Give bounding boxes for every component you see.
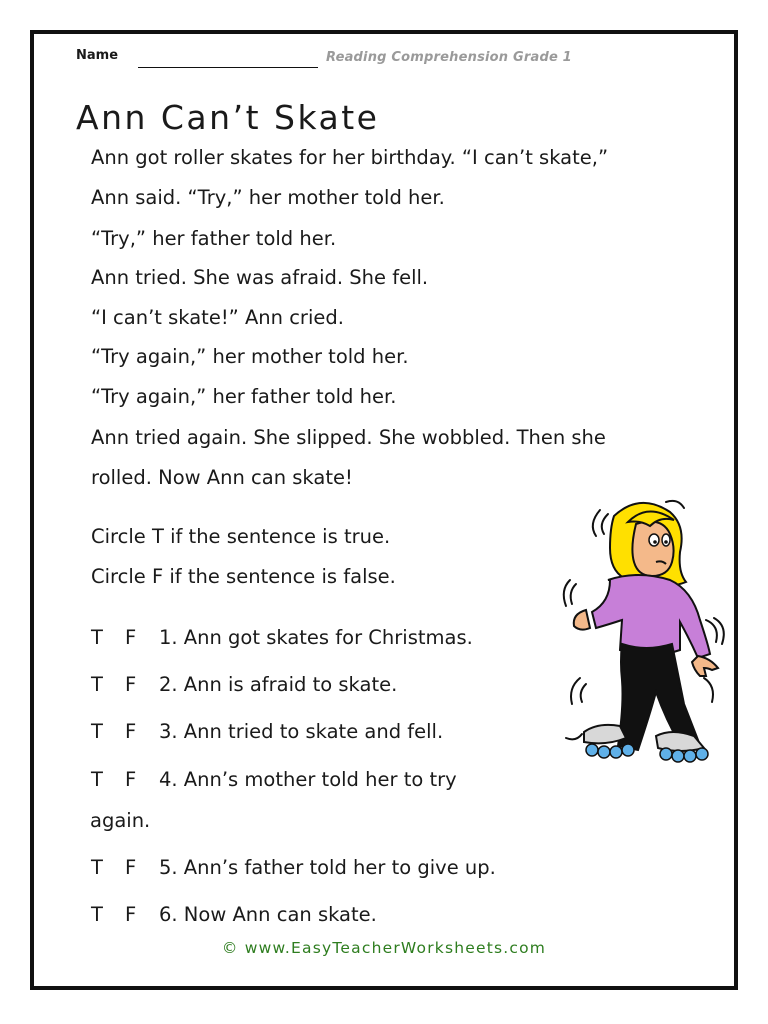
question-row [91,720,443,743]
true-option[interactable]: T [91,768,103,791]
false-option[interactable]: F [125,768,137,791]
false-option[interactable]: F [125,903,137,926]
story-line: Ann tried again. She slipped. She wobbled. Then she [91,426,606,449]
true-option[interactable]: T [91,626,103,649]
false-option[interactable]: F [125,720,137,743]
question-text-continuation: again. [90,809,151,832]
false-option[interactable]: F [125,673,137,696]
false-option[interactable]: F [125,626,137,649]
instruction-line: Circle F if the sentence is false. [91,565,396,588]
question-row [91,673,397,696]
story-line: Ann got roller skates for her birthday. “I can’t skate,” [91,146,609,169]
instruction-line: Circle T if the sentence is true. [91,525,391,548]
true-option[interactable]: T [91,903,103,926]
footer-copyright: © www.EasyTeacherWorksheets.com [221,939,547,957]
question-text: 5. Ann’s father told her to give up. [159,856,496,879]
true-option[interactable]: T [91,856,103,879]
name-label: Name [76,48,119,63]
question-text: 2. Ann is afraid to skate. [159,673,398,696]
question-text: 1. Ann got skates for Christmas. [159,626,473,649]
story-line: Ann tried. She was afraid. She fell. [91,266,429,289]
story-line: “Try again,” her mother told her. [91,345,409,368]
girl-roller-skating-icon [556,488,732,778]
true-option[interactable]: T [91,720,103,743]
story-line: Ann said. “Try,” her mother told her. [91,186,445,209]
true-option[interactable]: T [91,673,103,696]
question-row [91,626,473,649]
story-line: “I can’t skate!” Ann cried. [91,306,344,329]
question-text: 6. Now Ann can skate. [159,903,377,926]
false-option[interactable]: F [125,856,137,879]
worksheet-subtitle: Reading Comprehension Grade 1 [326,50,572,65]
question-row [91,903,377,926]
question-text: 3. Ann tried to skate and fell. [159,720,444,743]
story-line: “Try,” her father told her. [91,227,337,250]
question-text: 4. Ann’s mother told her to try [159,768,457,791]
story-line: rolled. Now Ann can skate! [91,466,353,489]
name-field-line[interactable] [138,67,318,68]
story-line: “Try again,” her father told her. [91,385,397,408]
page-title: Ann Can’t Skate [76,98,380,137]
question-row [91,856,496,879]
question-row [91,768,457,791]
